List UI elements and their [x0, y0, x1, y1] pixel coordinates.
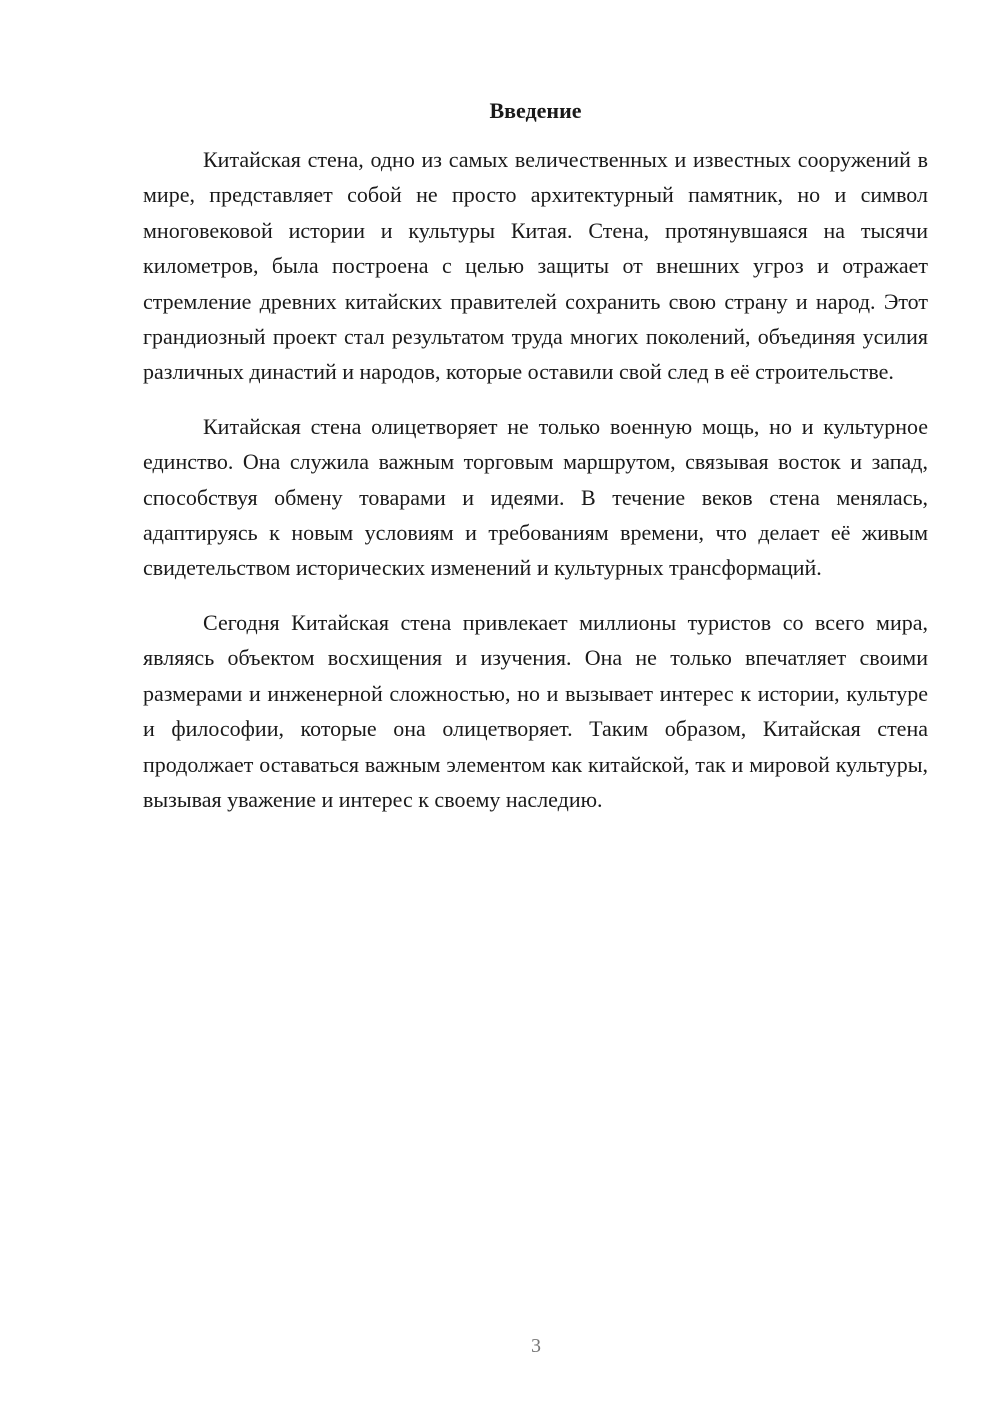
page-number: 3 — [531, 1335, 541, 1357]
paragraph-1: Китайская стена, одно из самых величественных и известных сооружений в мире, представляет собой не просто архитектурный памятник, но и символ многовековой истории и культуры Китая. Стена, протянувшаяся на тысячи километров, была построена с целью защиты от внешних угроз и отражает стремление древних китайских правителей сохранить свою страну и народ. Этот грандиозный проект стал результатом труда многих поколений, объединяя усилия различных династий и народов, которые оставили свой след в её строительстве. — [143, 147, 928, 385]
section-heading: Введение — [489, 98, 582, 123]
paragraph-3: Сегодня Китайская стена привлекает миллионы туристов со всего мира, являясь объектом восхищения и изучения. Она не только впечатляет своими размерами и инженерной сложностью, но и вызывает интерес к истории, культуре и философии, которые она олицетворяет. Таким образом, Китайская стена продолжает оставаться важным элементом как китайской, так и мировой культуры, вызывая уважение и интерес к своему наследию. — [143, 609, 928, 812]
paragraph-2: Китайская стена олицетворяет не только военную мощь, но и культурное единство. Она служила важным торговым маршрутом, связывая восток и запад, способствуя обмену товарами и идеями. В течение веков стена менялась, адаптируясь к новым условиям и требованиям времени, что делает её живым свидетельством исторических изменений и культурных трансформаций. — [143, 413, 928, 581]
page-content — [143, 96, 928, 836]
